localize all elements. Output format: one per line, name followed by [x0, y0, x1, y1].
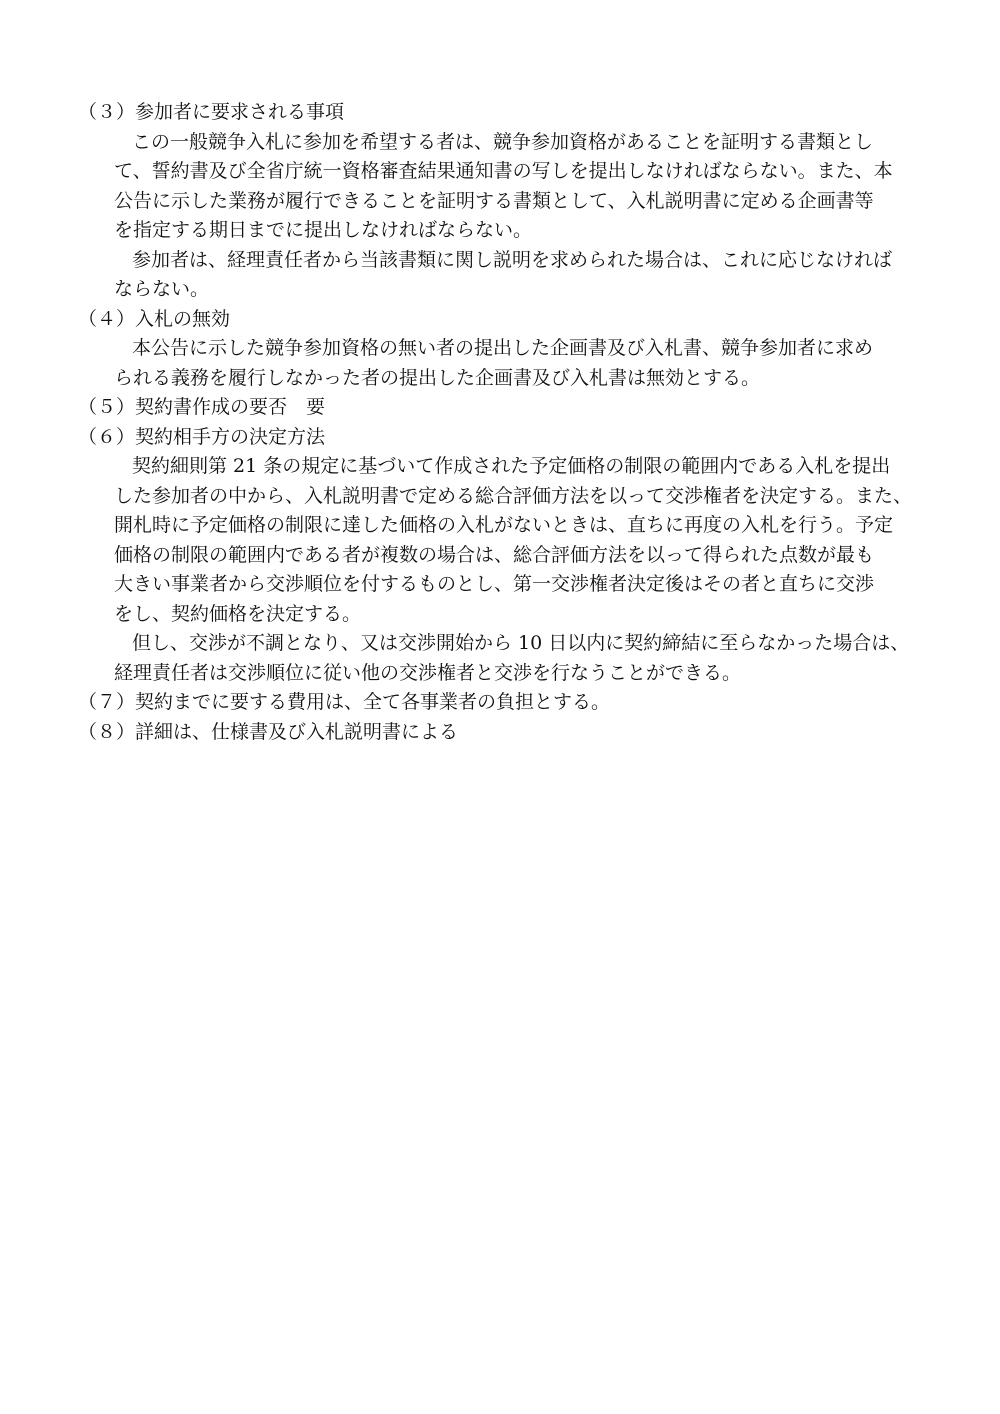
section-8-heading: （８）詳細は、仕様書及び入札説明書による	[78, 720, 459, 743]
section-7-heading: （７）契約までに要する費用は、全て各事業者の負担とする。	[78, 691, 611, 713]
section-6-paragraph-1-line-3: 開札時に予定価格の制限に達した価格の入札がないときは、直ちに再度の入札を行う。予定	[114, 514, 894, 536]
section-3-heading: （３）参加者に要求される事項	[78, 101, 345, 123]
section-3-paragraph-2-line-1: 参加者は、経理責任者から当該書類に関し説明を求められた場合は、これに応じなければ	[132, 248, 893, 271]
section-3-paragraph-2-line-2: ならない。	[114, 278, 210, 300]
section-6-paragraph-2-line-1: 但し、交渉が不調となり、又は交渉開始から 10 日以内に契約締結に至らなかった場合は、	[132, 632, 910, 654]
section-3-paragraph-1-line-3: 公告に示した業務が履行できることを証明する書類として、入札説明書に定める企画書等	[114, 189, 874, 212]
document-body	[78, 98, 938, 747]
section-3-paragraph-1-line-4: を指定する期日までに提出しなければならない。	[114, 219, 533, 241]
section-3-paragraph-1-line-2: て、誓約書及び全省庁統一資格審査結果通知書の写しを提出しなければならない。また、本	[114, 160, 893, 182]
section-4-paragraph-line-2: られる義務を履行しなかった者の提出した企画書及び入札書は無効とする。	[114, 366, 761, 389]
section-4-heading: （４）入札の無効	[78, 307, 231, 330]
section-6-paragraph-1-line-6: をし、契約価格を決定する。	[114, 602, 362, 625]
section-4-paragraph-line-1: 本公告に示した競争参加資格の無い者の提出した企画書及び入札書、競争参加者に求め	[132, 337, 874, 359]
section-5-heading: （５）契約書作成の要否 要	[78, 396, 326, 418]
section-6-paragraph-1-line-5: 大きい事業者から交渉順位を付するものとし、第一交渉権者決定後はその者と直ちに交渉	[114, 573, 875, 595]
section-6-paragraph-1-line-2: した参加者の中から、入札説明書で定める総合評価方法を以って交渉権者を決定する。また、	[114, 484, 913, 507]
section-6-paragraph-1-line-1: 契約細則第 21 条の規定に基づいて作成された予定価格の制限の範囲内である入札を提出	[132, 455, 891, 477]
section-6-paragraph-2-line-2: 経理責任者は交渉順位に従い他の交渉権者と交渉を行なうことができる。	[114, 661, 742, 684]
section-3-paragraph-1-line-1: この一般競争入札に参加を希望する者は、競争参加資格があることを証明する書類とし	[132, 130, 874, 153]
section-6-paragraph-1-line-4: 価格の制限の範囲内である者が複数の場合は、総合評価方法を以って得られた点数が最も	[114, 543, 875, 566]
section-6-heading: （６）契約相手方の決定方法	[78, 425, 326, 448]
